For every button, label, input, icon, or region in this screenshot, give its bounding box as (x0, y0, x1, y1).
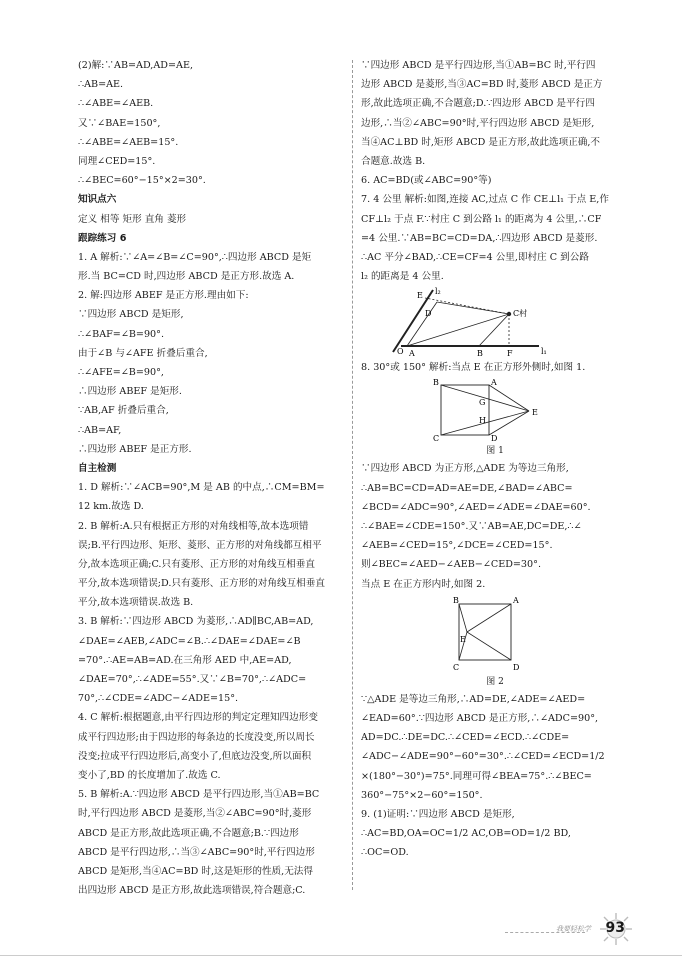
label-b: B (433, 378, 439, 388)
text-line: 7. 4 公里 解析:如图,连接 AC,过点 C 作 CE⊥l₁ 于点 E,作 (361, 194, 609, 206)
text-line: 合题意.故选 B. (361, 155, 426, 167)
text-line: 成平行四边形;由于四边形的每条边的长度没变,所以周长 (78, 731, 315, 743)
text-line: l₂ 的距离是 4 公里. (361, 271, 444, 283)
text-line: ABCD 是正方形,故此选项正确,不合题意;B.∵四边形 (78, 827, 299, 839)
label-c: C (453, 662, 460, 672)
text-line: 变小了,BD 的长度增加了.故选 C. (78, 769, 221, 781)
text-line: ∠ADC−∠ADE=90°−60°=30°.∴∠CED=∠ECD=1/2 (361, 751, 605, 763)
text-line: 70°,∴∠CDE=∠ADC−∠ADE=15°. (78, 693, 239, 705)
page-number: 93 (605, 920, 625, 936)
square-interior-triangle-diagram (361, 594, 629, 674)
text-line: 知识点六 (78, 194, 117, 206)
label-l1: l₁ (541, 347, 547, 357)
text-line: 自主检测 (78, 462, 117, 474)
label-g: G (479, 398, 486, 408)
text-line: ∴∠BEC=60°−15°×2=30°. (78, 175, 206, 187)
text-line: 6. AC=BD(或∠ABC=90°等) (361, 175, 492, 187)
text-line: 出四边形 ABCD 是正方形,故此选项错误,符合题意;C. (78, 885, 306, 897)
text-line: 形.当 BC=CD 时,四边形 ABCD 是正方形.故选 A. (78, 271, 295, 283)
bottom-rule (0, 955, 682, 956)
column-divider (352, 60, 353, 890)
text-line: ∴AC 平分∠BAD,∴CE=CF=4 公里,即村庄 C 到公路 (361, 251, 589, 263)
footer-note: 我要轻松学 (556, 925, 591, 933)
label-e: E (417, 291, 423, 301)
text-line: 边形,∴当②∠ABC=90°时,平行四边形 ABCD 是矩形, (361, 117, 595, 129)
text-line: 5. B 解析:A.∵四边形 ABCD 是平行四边形,当①AB=BC (78, 789, 320, 801)
label-b: B (453, 595, 459, 605)
label-village-c: C村 (513, 309, 528, 319)
text-line: ∴∠ABE=∠AEB. (78, 98, 154, 110)
text-line: ABCD 是矩形,当④AC=BD 时,这是矩形的性质,无法得 (78, 865, 313, 877)
figure-1 (361, 377, 629, 443)
text-line: ∵四边形 ABCD 是平行四边形,当①AB=BC 时,平行四 (361, 60, 596, 71)
text-line: 2. 解:四边形 ABEF 是正方形.理由如下: (78, 290, 249, 302)
right-bottom-text (361, 674, 629, 863)
text-line: 由于∠B 与∠AFE 折叠后重合, (78, 347, 208, 359)
text-line: 2. B 解析:A.只有根据正方形的对角线相等,故本选项错 (78, 520, 309, 532)
text-line: ∴AB=BC=CD=AD=AE=DE,∠BAD=∠ABC= (361, 482, 573, 494)
left-column (78, 56, 346, 900)
text-line: 形,故此选项正确,不合题意;D.∵四边形 ABCD 是平行四 (361, 98, 595, 110)
figure-2 (361, 594, 629, 674)
label-b: B (477, 349, 483, 359)
text-line: ∴∠BAF=∠B=90°. (78, 328, 164, 340)
text-line: 同理∠CED=15°. (78, 155, 156, 167)
label-c: C (433, 434, 440, 444)
text-line: 8. 30°或 150° 解析:当点 E 在正方形外侧时,如图 1. (361, 362, 586, 374)
text-line: AD=DC.∴DE=DC.∴∠CED=∠ECD.∴∠CDE= (361, 732, 570, 744)
text-line: 分,故本选项正确;C.只有菱形、正方形的对角线互相垂直 (78, 558, 315, 570)
road-village-diagram (361, 286, 629, 358)
road-village-figure (361, 286, 629, 358)
text-line: ∴∠AFE=∠B=90°, (78, 367, 164, 378)
text-line: 跟踪练习 6 (78, 232, 127, 244)
text-line: 12 km.故选 D. (78, 501, 144, 513)
text-line: ∵AB,AF 折叠后重合, (78, 405, 169, 417)
text-line: 又∵∠BAE=150°, (78, 117, 161, 129)
text-line: ×(180°−30°)=75°.同理可得∠BEA=75°.∴∠BEC= (361, 770, 592, 782)
figure-caption: 图 2 (486, 676, 504, 687)
text-line: ∠AEB=∠CED=15°,∠DCE=∠CED=15°. (361, 540, 553, 552)
text-line: ∵四边形 ABCD 是矩形, (78, 309, 184, 321)
text-line: =4 公里.∵AB=BC=CD=DA,∴四边形 ABCD 是菱形. (361, 232, 598, 244)
text-line: ∠BCD=∠ADC=90°,∠AED=∠ADE=∠DAE=60°. (361, 501, 591, 513)
text-line: 没变;拉成平行四边形后,高变小了,但底边没变,所以面积 (78, 750, 312, 762)
text-line: 3. B 解析:∵四边形 ABCD 为菱形,∴AD∥BC,AB=AD, (78, 616, 314, 628)
right-column (361, 56, 629, 862)
label-a: A (409, 349, 415, 359)
text-line: ∴∠ABE=∠AEB=15°. (78, 136, 179, 148)
text-line: 平分,故本选项错误;D.只有菱形、正方形的对角线互相垂直 (78, 578, 325, 590)
label-a: A (513, 595, 519, 605)
right-mid-text-1 (361, 358, 629, 377)
text-line: 1. D 解析:∵∠ACB=90°,M 是 AB 的中点,∴CM=BM= (78, 482, 325, 494)
text-line: 360°−75°×2−60°=150°. (361, 789, 483, 801)
text-line: 则∠BEC=∠AED−∠AEB−∠CED=30°. (361, 559, 541, 571)
text-line: 当点 E 在正方形内时,如图 2. (361, 578, 486, 590)
text-line: ABCD 是平行四边形,∴当③∠ABC=90°时,平行四边形 (78, 846, 315, 858)
text-line: CF⊥l₂ 于点 F.∵村庄 C 到公路 l₁ 的距离为 4 公里,∴CF (361, 213, 602, 225)
text-line: 边形 ABCD 是菱形,当③AC=BD 时,菱形 ABCD 是正方 (361, 79, 603, 91)
label-l2: l₂ (435, 287, 441, 297)
text-line: ∵四边形 ABCD 为正方形,△ADE 为等边三角形, (361, 463, 569, 475)
text-line: 4. C 解析:根据题意,由平行四边形的判定定理知四边形变 (78, 712, 318, 724)
text-line: ∴OC=OD. (361, 847, 409, 859)
text-line: ∴AB=AF, (78, 424, 122, 436)
right-mid-text-2 (361, 443, 629, 593)
text-line: 1. A 解析:∵∠A=∠B=∠C=90°,∴四边形 ABCD 是矩 (78, 251, 312, 263)
text-line: (2)解:∵AB=AD,AD=AE, (78, 60, 193, 71)
text-line: =70°.∴AE=AB=AD.在三角形 AED 中,AE=AD, (78, 654, 292, 666)
text-line: 误;B.平行四边形、矩形、菱形、正方形的对角线都互相平 (78, 539, 322, 551)
square-exterior-triangle-diagram (361, 377, 629, 443)
label-a: A (491, 378, 497, 388)
page-footer (505, 918, 635, 948)
text-line: ∠EAD=60°.∵四边形 ABCD 是正方形,∴∠ADC=90°, (361, 712, 599, 724)
text-line: 9. (1)证明:∵四边形 ABCD 是矩形, (361, 808, 515, 820)
figure-caption: 图 1 (486, 446, 504, 457)
right-top-text (361, 56, 629, 286)
text-line: 定义 相等 矩形 直角 菱形 (78, 213, 187, 225)
label-d: D (425, 309, 432, 319)
text-line: ∴四边形 ABEF 是矩形. (78, 386, 182, 398)
text-line: ∵△ADE 是等边三角形,∴AD=DE,∠ADE=∠AED= (361, 693, 586, 705)
label-e: E (460, 634, 466, 644)
text-line: 平分,故本选项错误.故选 B. (78, 597, 194, 609)
label-o: O (397, 347, 404, 357)
label-e: E (532, 408, 538, 418)
label-f: F (507, 349, 513, 359)
label-d: D (513, 662, 520, 672)
text-line: ∴AB=AE. (78, 79, 124, 91)
text-line: ∴AC=BD,OA=OC=1/2 AC,OB=OD=1/2 BD, (361, 828, 571, 840)
label-h: H (479, 416, 486, 426)
text-line: ∠DAE=∠AEB,∠ADC=∠B.∴∠DAE=∠DAE=∠B (78, 635, 301, 647)
text-line: 时,平行四边形 ABCD 是菱形,当②∠ABC=90°时,菱形 (78, 808, 312, 820)
text-line: ∴四边形 ABEF 是正方形. (78, 443, 192, 455)
text-line: ∴∠BAE=∠CDE=150°.又∵AB=AE,DC=DE,∴∠ (361, 521, 582, 532)
text-line: ∠DAE=70°,∴∠ADE=55°.又∵∠B=70°,∴∠ADC= (78, 674, 307, 685)
text-line: 当④AC⊥BD 时,矩形 ABCD 是正方形,故此选项正确,不 (361, 136, 601, 148)
label-d: D (491, 434, 498, 444)
